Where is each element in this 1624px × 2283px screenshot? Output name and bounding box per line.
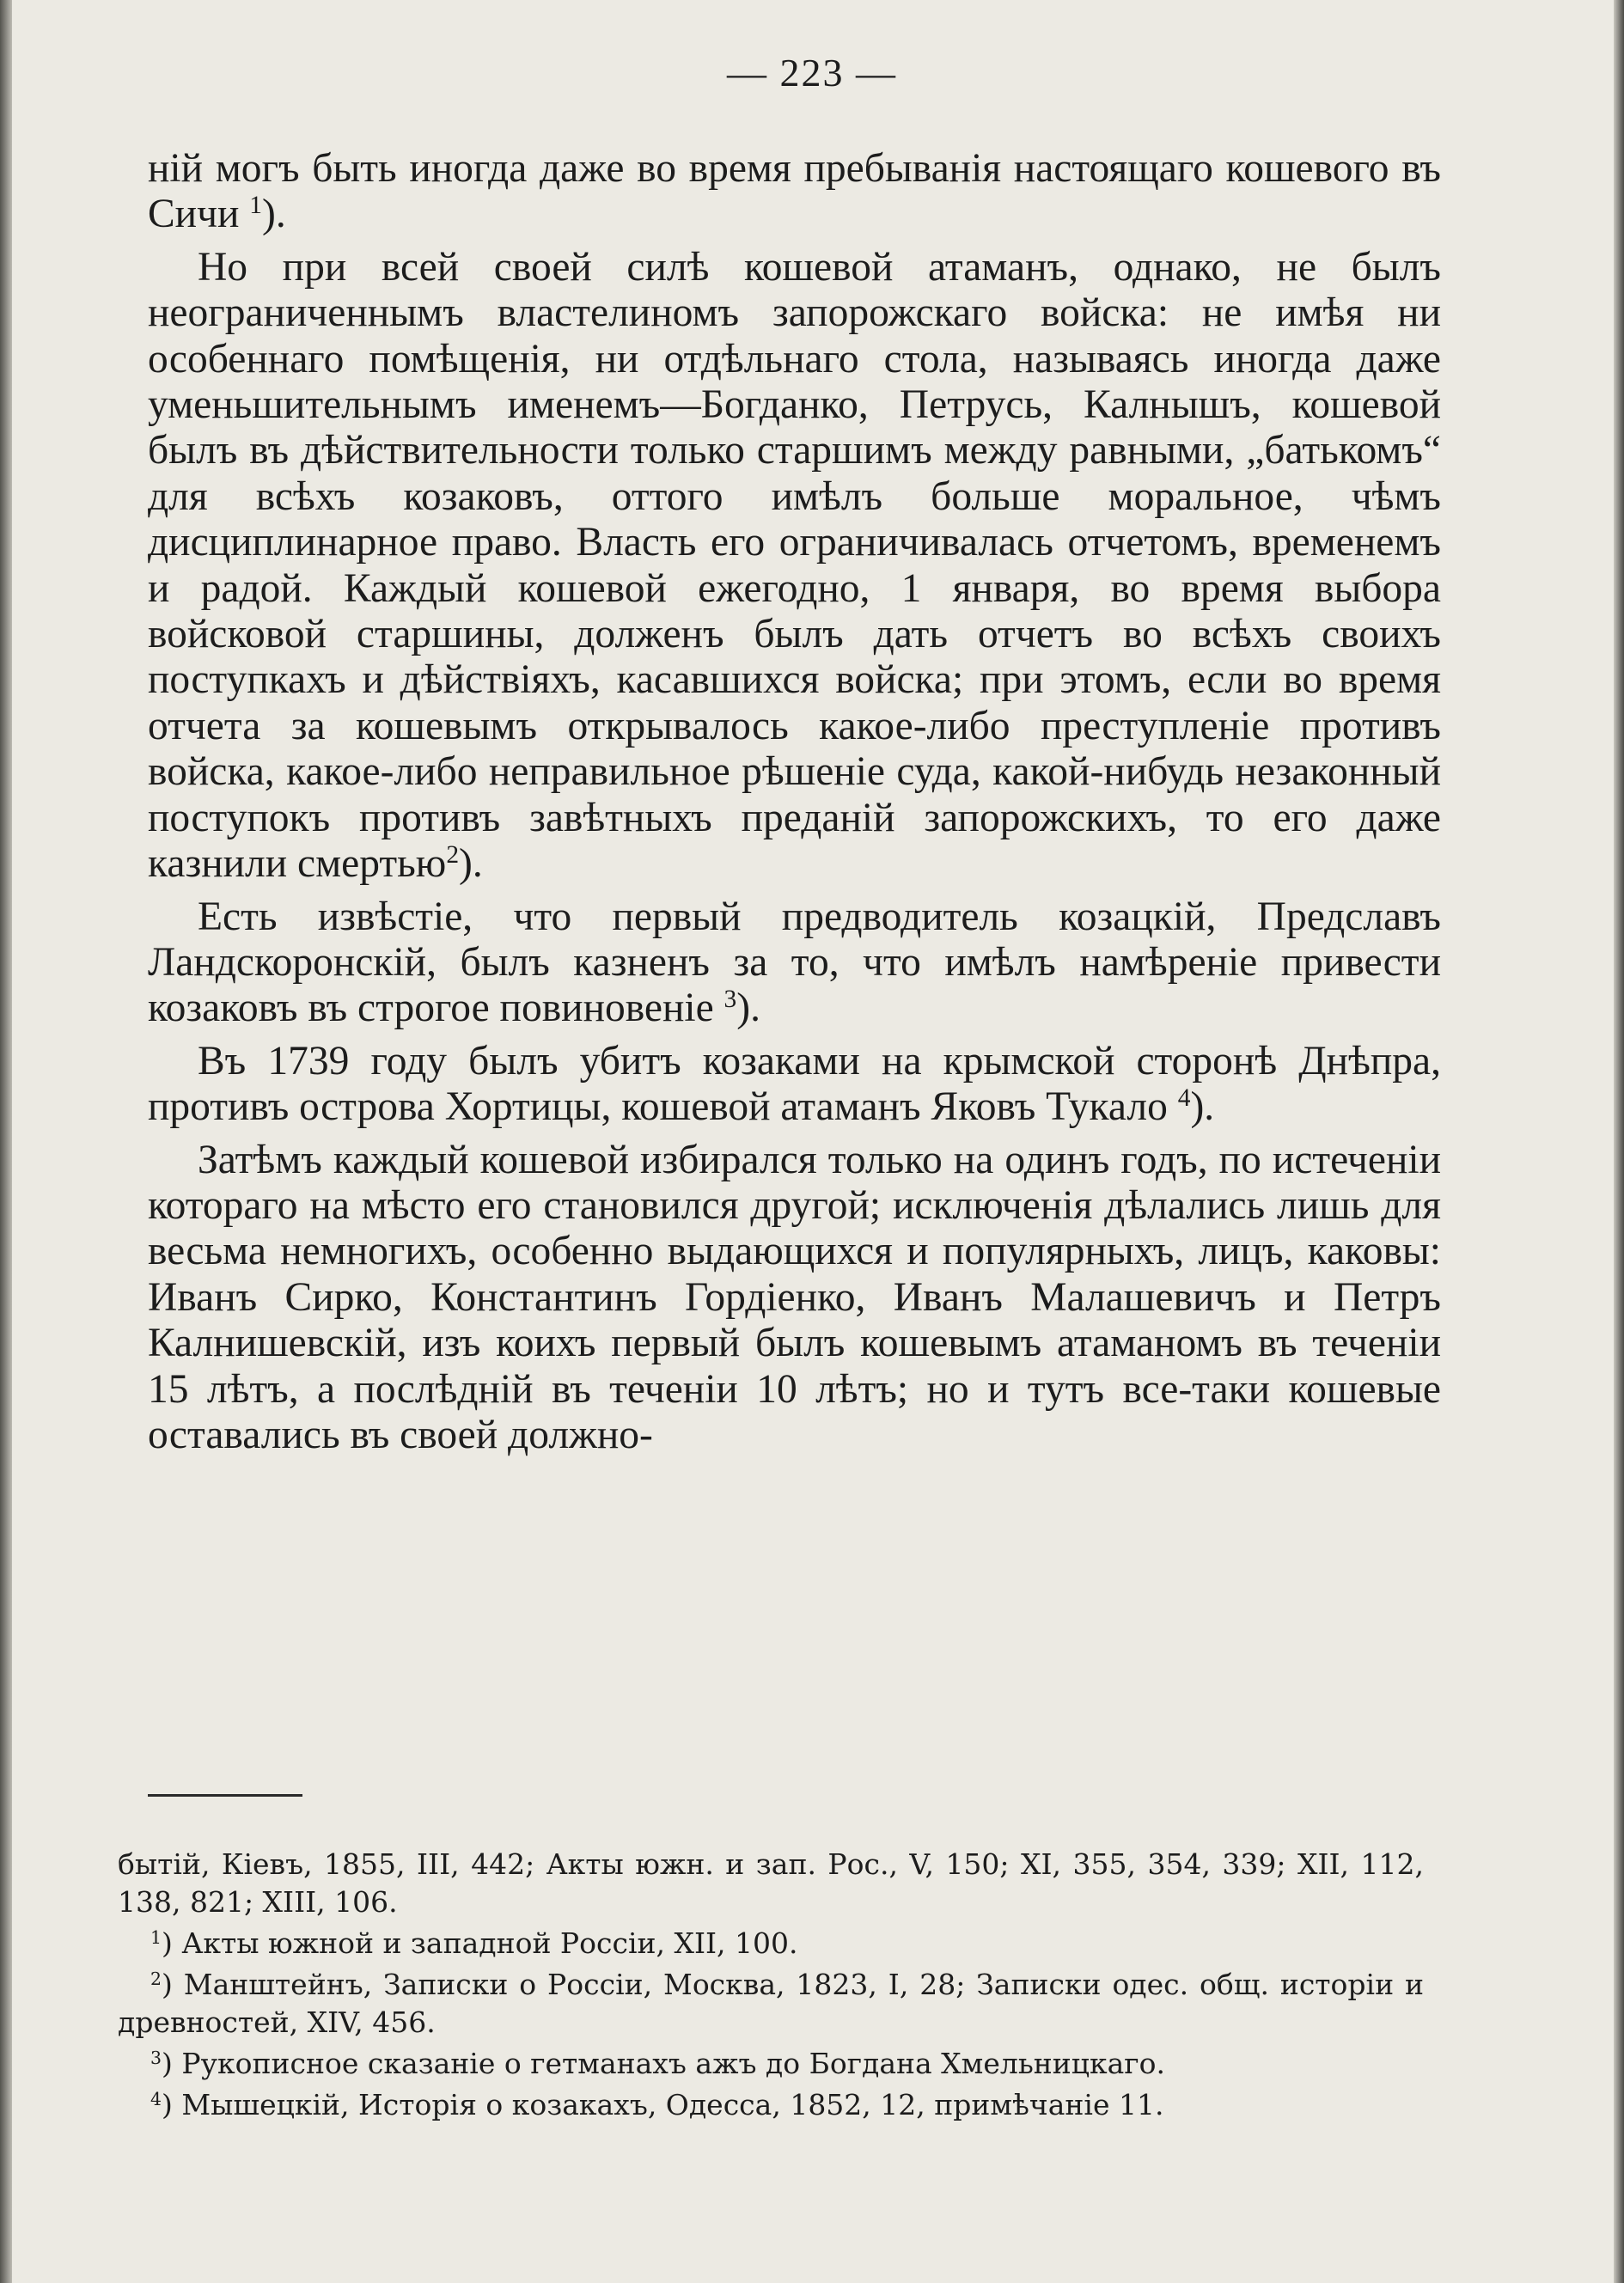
paragraph [148, 894, 1441, 1032]
footnote-ref-tail: ). [262, 192, 286, 237]
paragraph [148, 245, 1441, 888]
footnote-ref: 4 [1177, 1084, 1191, 1112]
footnote-ref-tail: ). [736, 986, 760, 1031]
paragraph-text: Затѣмъ каждый кошевой избирался только на одинъ годъ, по истеченіи котораго на мѣсто его становился другой; исключенія дѣлались лишь для весьма немногихъ, особенно выдающихся и популярныхъ, лицъ, каковы: Иванъ Сирко, Константинъ Гордіенко, Иванъ Малашевичъ и Петръ Калнишевскій, изъ коихъ первый былъ кошевымъ атаманомъ въ теченіи 15 лѣтъ, а послѣдній въ теченіи 10 лѣтъ; но и тутъ все-таки кошевые оставались въ своей должно- [148, 1137, 1441, 1457]
paragraph-text: Есть извѣстіе, что первый предводитель козацкій, Предславъ Ландскоронскій, былъ казненъ за то, что имѣлъ намѣреніе привести козаковъ въ строгое повиновеніе [148, 894, 1441, 1031]
footnote-continuation [118, 1846, 1424, 1921]
paragraph-text: ній могъ быть иногда даже во время пребыванія настоящаго кошевого въ Сичи [148, 146, 1441, 237]
footnote [118, 1925, 1424, 1963]
footnote-marker: 1 [150, 1926, 162, 1948]
footnote-text: бытій, Кіевъ, 1855, III, 442; Акты южн. и зап. Рос., V, 150; XI, 355, 354, 339; XII, 112, 138, 821; XIII, 106. [118, 1847, 1424, 1919]
footnote-ref: 1 [249, 192, 263, 220]
footnote [118, 2045, 1424, 2083]
footnote-ref-tail: ). [459, 841, 483, 887]
footnote-text: ) Манштейнъ, Записки о Россіи, Москва, 1823, I, 28; Записки одес. общ. исторіи и древностей, XIV, 456. [118, 1968, 1424, 2039]
footnote [118, 2086, 1424, 2124]
footnote-text: ) Рукописное сказаніе о гетманахъ ажъ до Богдана Хмельницкаго. [162, 2047, 1165, 2080]
footnote-text: ) Акты южной и западной Россіи, XII, 100. [162, 1926, 798, 1960]
footnote-ref-tail: ). [1190, 1084, 1215, 1130]
paragraph-text: Въ 1739 году былъ убитъ козаками на крымской сторонѣ Днѣпра, противъ острова Хортицы, кошевой атаманъ Яковъ Тукало [148, 1038, 1441, 1130]
footnote-text: ) Мышецкій, Исторія о козакахъ, Одесса, 1852, 12, примѣчаніе 11. [162, 2088, 1164, 2121]
paragraph [148, 1138, 1441, 1459]
page-right-edge [1614, 0, 1624, 2283]
page-left-edge [0, 0, 12, 2283]
main-text [148, 146, 1441, 1458]
footnote-marker: 3 [150, 2047, 162, 2068]
page-number: — 223 — [727, 51, 897, 95]
footnote-marker: 4 [150, 2088, 162, 2109]
paragraph [148, 1039, 1441, 1131]
paragraph [148, 146, 1441, 238]
paragraph-text: Но при всей своей силѣ кошевой атаманъ, однако, не былъ неограниченнымъ властелиномъ запорожскаго войска: не имѣя ни особеннаго помѣщенія, ни отдѣльнаго стола, называясь иногда даже уменьшительнымъ именемъ—Богданко, Петрусь, Калнышъ, кошевой былъ въ дѣйствительности только старшимъ между равными, „батькомъ“ для всѣхъ козаковъ, оттого имѣлъ больше моральное, чѣмъ дисциплинарное право. Власть его ограничивалась отчетомъ, временемъ и радой. Каждый кошевой ежегодно, 1 января, во время выбора войсковой старшины, долженъ былъ дать отчетъ во всѣхъ своихъ поступкахъ и дѣйствіяхъ, касавшихся войска; при этомъ, если во время отчета за кошевымъ открывалось какое-либо преступленіе противъ войска, какое-либо неправильное рѣшеніе суда, какой-нибудь незаконный поступокъ противъ завѣтныхъ преданій запорожскихъ, то его даже казнили смертью [148, 244, 1441, 887]
footnote [118, 1966, 1424, 2042]
footnote-ref: 3 [723, 986, 737, 1014]
footnotes [118, 1846, 1424, 2127]
footnote-marker: 2 [150, 1968, 162, 1989]
footnote-separator [148, 1794, 302, 1797]
footnote-ref: 2 [446, 840, 460, 869]
